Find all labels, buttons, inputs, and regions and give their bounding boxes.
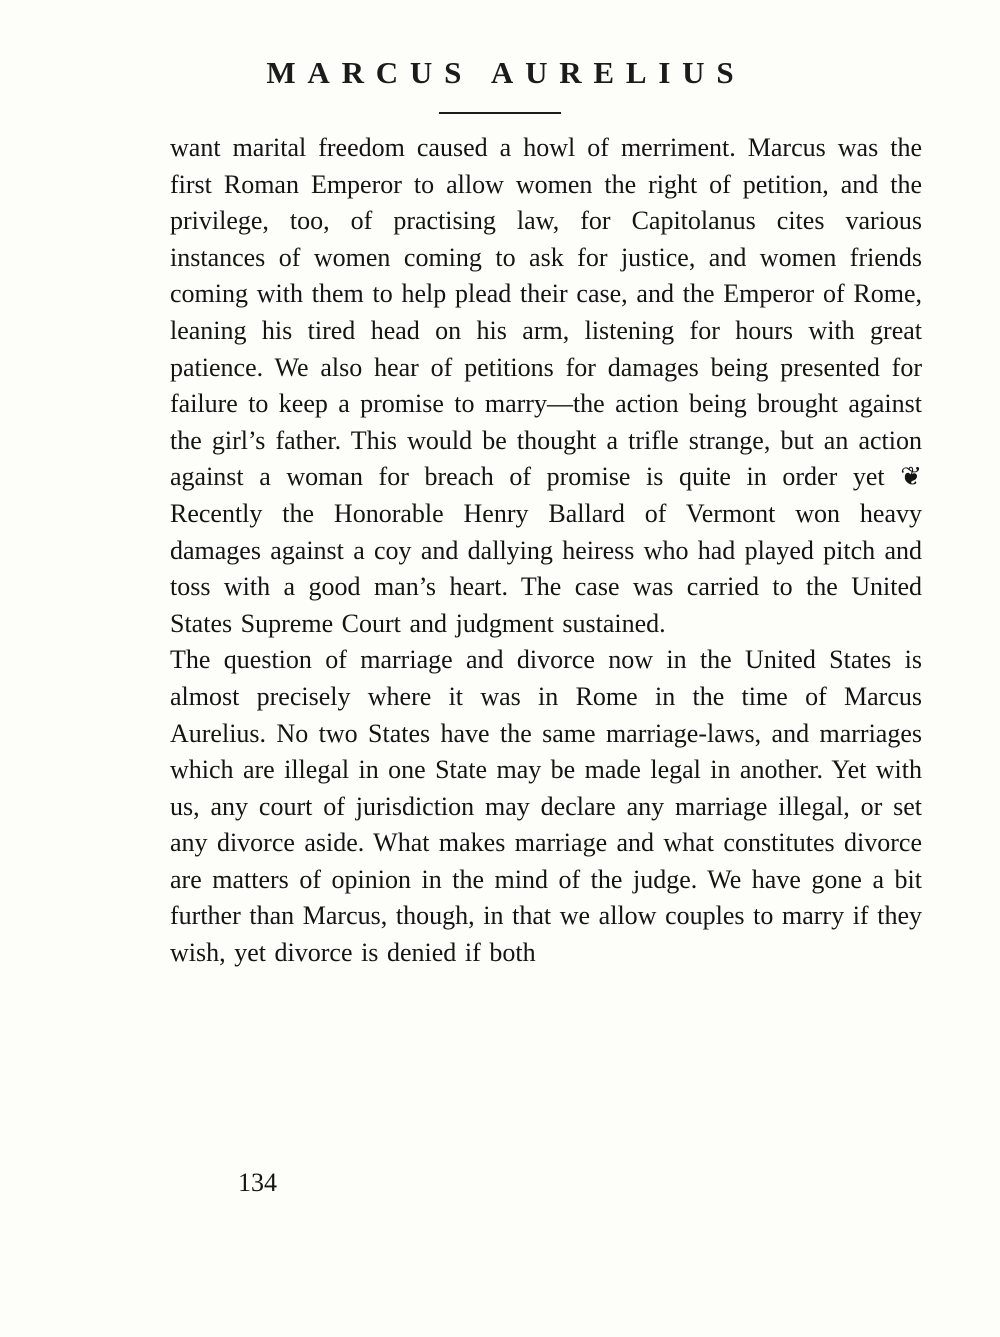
body-paragraph: The question of marriage and divorce now in the United States is almost precisely where it was in Rome in the time of Marcus Aurelius. No two States have the same marriage-laws, and marriages which are illegal in one State may be made legal in another. Yet with us, any court of jurisdiction may declare any marriage illegal, or set any divorce aside. What makes marriage and what constitutes divorce are matters of opinion in the mind of the judge. We have gone a bit further than Marcus, though, in that we allow couples to marry if they wish, yet divorce is denied if both	[170, 645, 922, 968]
body-paragraph: want marital freedom caused a howl of merriment. Marcus was the first Roman Emperor to allow women the right of petition, and the privilege, too, of practising law, for Capitolanus cites various instances of women coming to ask for justice, and women friends coming with them to help plead their case, and the Emperor of Rome, leaning his tired head on his arm, listening for hours with great patience. We also hear of petitions for damages being presented for failure to keep a promise to marry—the action being brought against the girl’s father. This would be thought a trifle strange, but an action against a woman for breach of promise is quite in order yet ❦ Recently the Honorable Henry Ballard of Vermont won heavy damages against a coy and dallying heiress who had played pitch and toss with a good man’s heart. The case was carried to the United States Supreme Court and judgment sustained.	[170, 133, 922, 638]
title-divider	[439, 112, 561, 114]
body-text	[170, 130, 922, 972]
page-title: MARCUS AURELIUS	[266, 55, 746, 90]
page-number: 134	[238, 1168, 277, 1197]
